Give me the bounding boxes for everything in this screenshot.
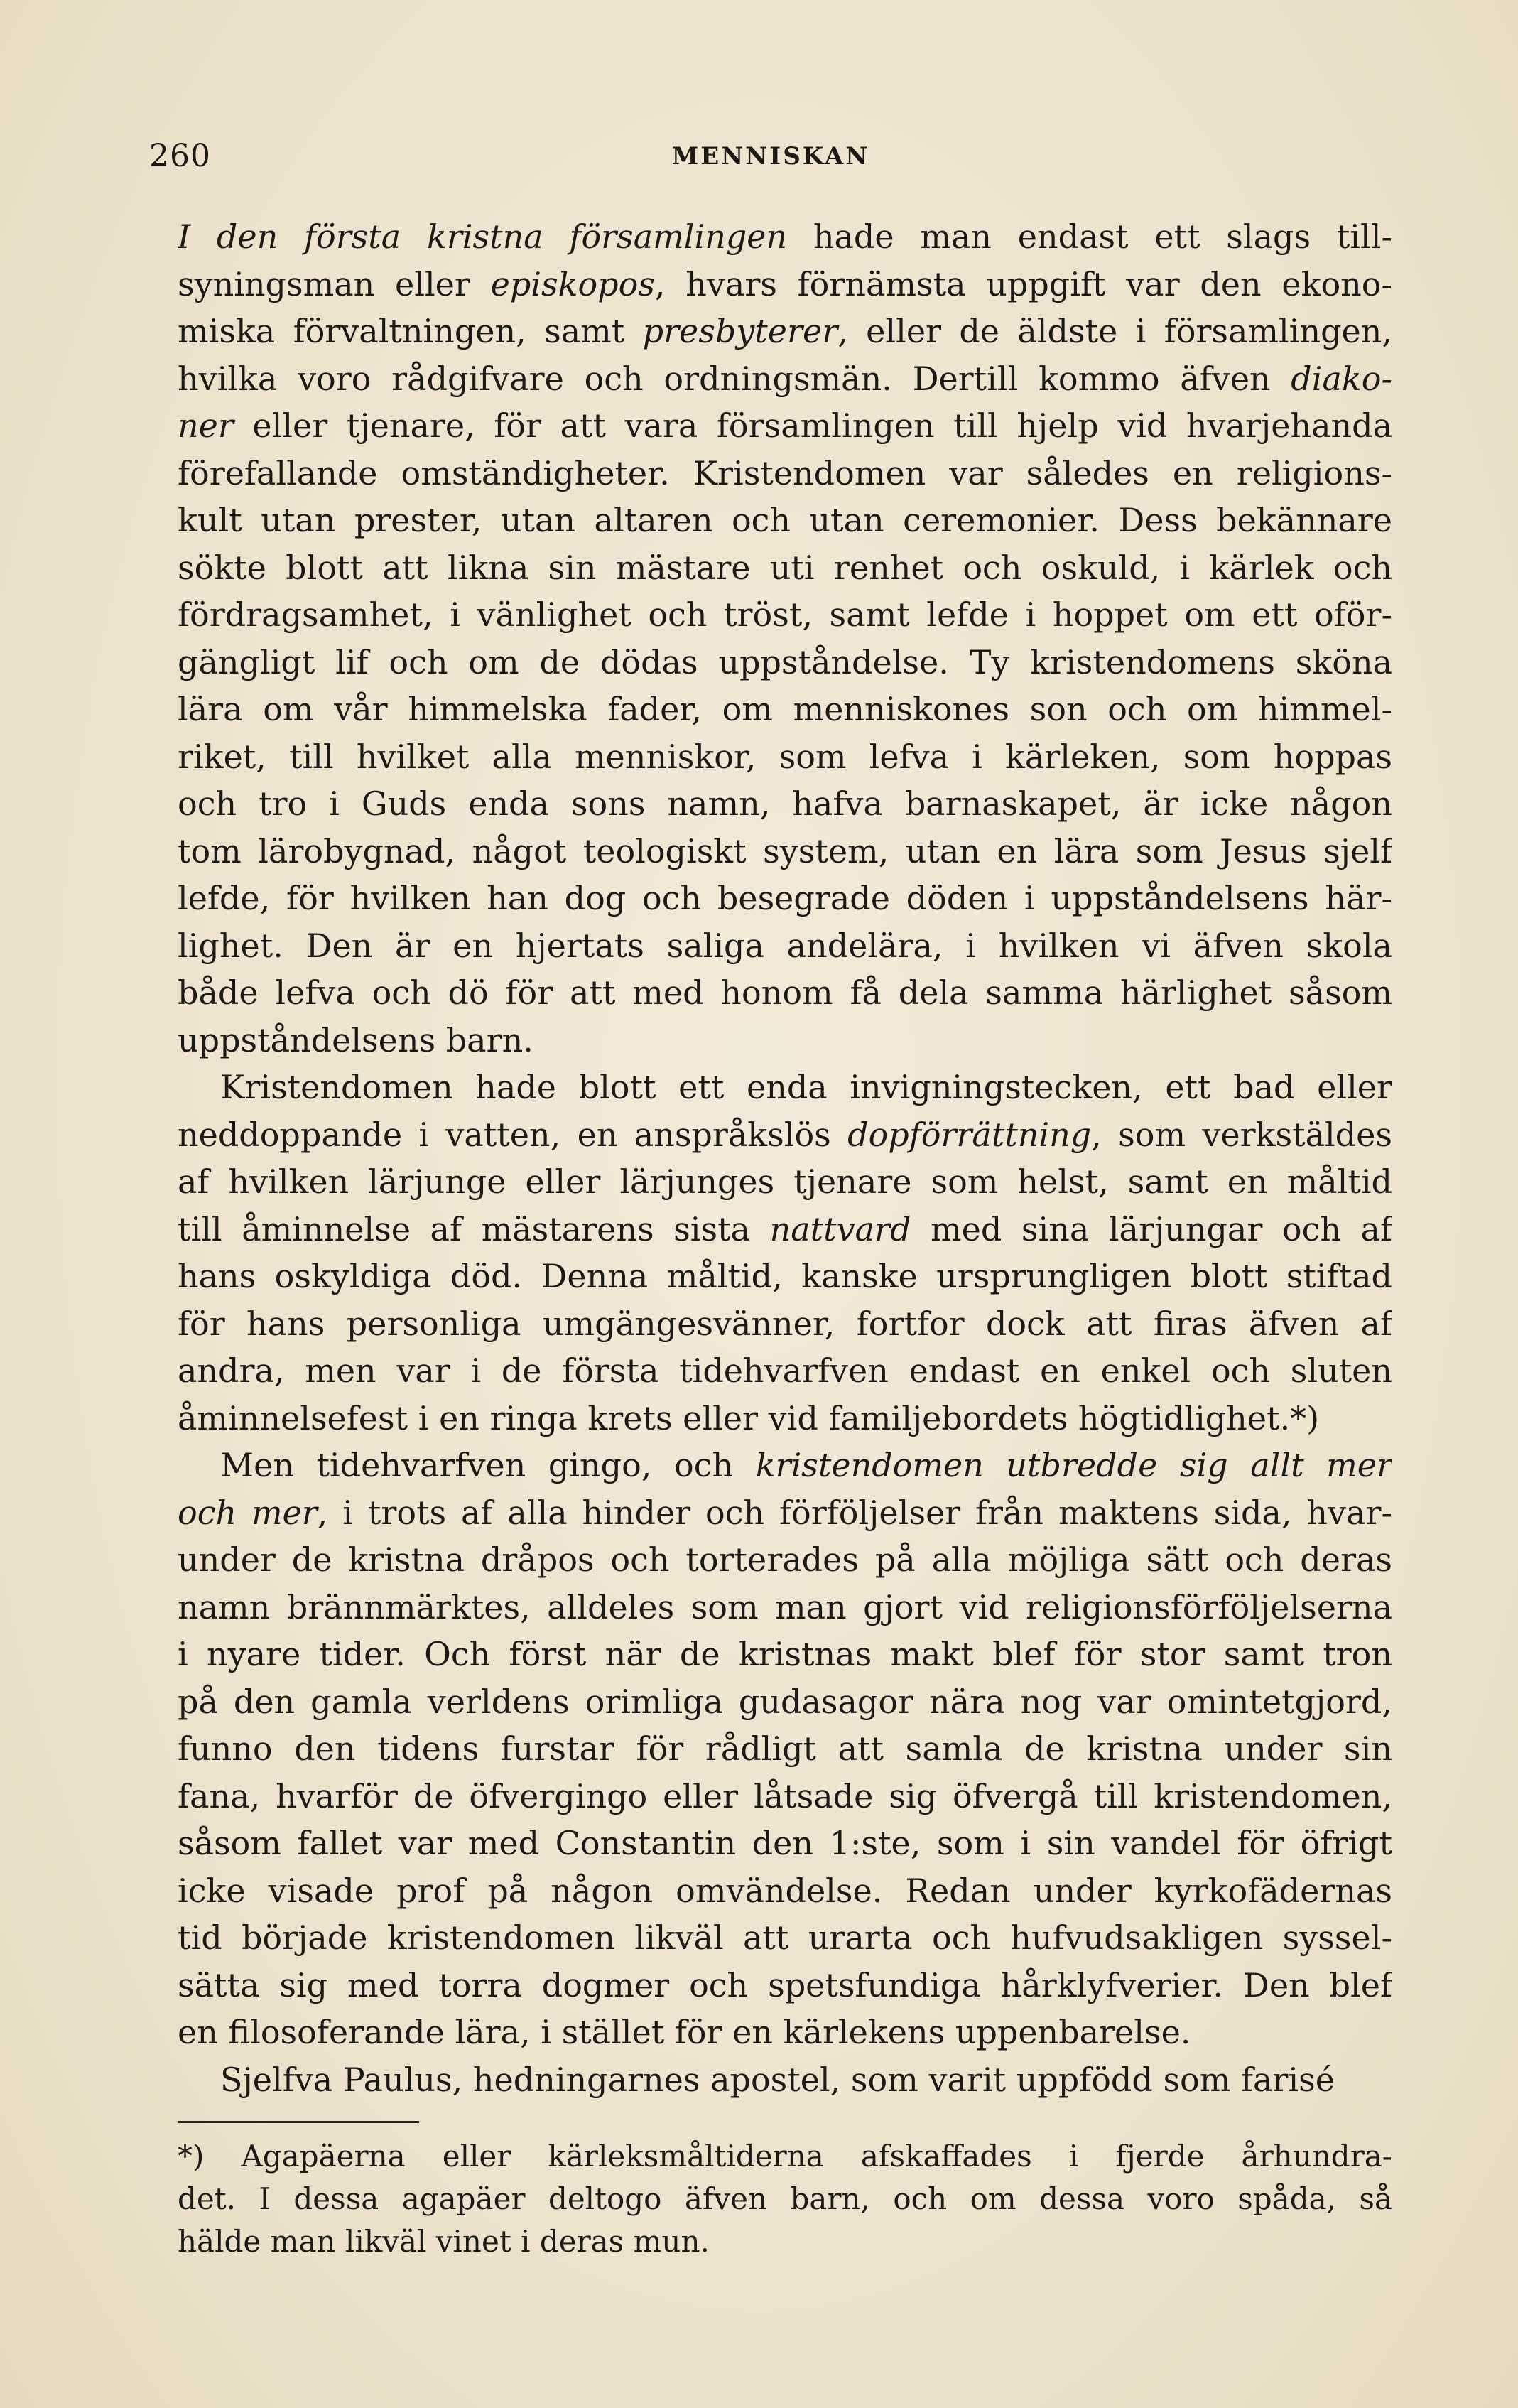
paragraph (178, 1442, 1392, 2056)
italic-text: nattvard (769, 1209, 911, 1248)
text-run: Men tidehvarfven gingo, och (220, 1446, 756, 1484)
text-run: , som verkstäldes (1091, 1115, 1392, 1154)
text-line (178, 355, 1392, 403)
text-run: med sina lärjungar och af (911, 1209, 1392, 1248)
footnote-rule (178, 2121, 419, 2123)
text-run: uppståndelsens barn. (178, 1020, 533, 1059)
text-run: fana, hvarför de öfvergingo eller låtsade sig öfvergå till kristendomen, (178, 1776, 1392, 1815)
text-line (178, 1867, 1392, 1915)
text-line (178, 1158, 1392, 1206)
text-line (178, 1820, 1392, 1867)
text-run: hälde man likväl vinet i deras mun. (178, 2224, 710, 2259)
text-line (178, 402, 1392, 450)
text-run: till åminnelse af mästarens sista (178, 1209, 770, 1248)
italic-text: och mer (178, 1493, 318, 1532)
text-run: och tro i Guds enda sons namn, hafva barnaskapet, är icke någon (178, 784, 1392, 823)
text-line (178, 1442, 1392, 1489)
text-line (178, 261, 1392, 308)
text-line (178, 1773, 1392, 1820)
text-run: för hans personliga umgängesvänner, fortfor dock att firas äfven af (178, 1304, 1392, 1343)
text-run: , eller de äldste i församlingen, (837, 312, 1392, 350)
body-text (178, 213, 1392, 2103)
italic-text: presbyterer (642, 312, 838, 350)
text-run: åminnelsefest i en ringa krets eller vid familjebordets högtidlighet.*) (178, 1398, 1320, 1437)
italic-text: I den första kristna församlingen (178, 217, 788, 256)
text-line (178, 1395, 1392, 1442)
text-line (178, 780, 1392, 828)
text-run: Kristendomen hade blott ett enda invigningstecken, ett bad eller (220, 1068, 1392, 1106)
text-run: fördragsamhet, i vänlighet och tröst, samt lefde i hoppet om ett oför- (178, 595, 1392, 634)
text-line (178, 591, 1392, 639)
text-line (178, 2056, 1392, 2104)
text-line (178, 544, 1392, 592)
text-line (178, 308, 1392, 355)
text-run: förefallande omständigheter. Kristendomen var således en religions- (178, 453, 1392, 492)
text-run: i nyare tider. Och först när de kristnas makt blef för stor samt tron (178, 1635, 1392, 1673)
text-line (178, 497, 1392, 544)
text-line (178, 2220, 1392, 2263)
paragraph (178, 2056, 1392, 2104)
text-run: riket, till hvilket alla menniskor, som lefva i kärleken, som hoppas (178, 737, 1392, 776)
text-line (178, 1347, 1392, 1395)
paragraph (178, 1064, 1392, 1442)
text-line (178, 450, 1392, 497)
text-line (178, 686, 1392, 733)
text-line (178, 1111, 1392, 1159)
text-line (178, 2009, 1392, 2056)
text-run: , hvars förnämsta uppgift var den ekono- (654, 264, 1392, 303)
text-run: andra, men var i de första tidehvarfven endast en enkel och sluten (178, 1351, 1392, 1390)
text-run: funno den tidens furstar för rådligt att samla de kristna under sin (178, 1729, 1392, 1768)
text-line (178, 875, 1392, 922)
running-head: MENNISKAN (671, 142, 870, 171)
text-line (178, 213, 1392, 261)
text-run: lefde, för hvilken han dog och besegrade döden i uppståndelsens här- (178, 879, 1392, 917)
text-run: på den gamla verldens orimliga gudasagor nära nog var omintetgjord, (178, 1682, 1392, 1721)
text-run: tid började kristendomen likväl att urarta och hufvudsakligen syssel- (178, 1918, 1392, 1957)
text-run: af hvilken lärjunge eller lärjunges tjenare som helst, samt en måltid (178, 1162, 1392, 1201)
text-line (178, 1064, 1392, 1111)
text-run: hans oskyldiga död. Denna måltid, kanske ursprungligen blott stiftad (178, 1257, 1392, 1295)
italic-text: kristendomen utbredde sig allt mer (755, 1446, 1392, 1484)
italic-text: ner (178, 406, 234, 445)
text-line (178, 1300, 1392, 1348)
text-run: en filosoferande lära, i stället för en kärlekens uppenbarelse. (178, 2013, 1191, 2051)
text-line (178, 733, 1392, 781)
text-run: syningsman eller (178, 264, 491, 303)
text-line (178, 1536, 1392, 1584)
text-line (178, 1725, 1392, 1773)
text-line (178, 969, 1392, 1017)
text-line (178, 2135, 1392, 2178)
italic-text: dopförrättning (847, 1115, 1092, 1154)
text-line (178, 1631, 1392, 1678)
text-run: hade man endast ett slags till- (787, 217, 1392, 256)
text-line (178, 1678, 1392, 1726)
text-line (178, 1489, 1392, 1537)
text-line (178, 639, 1392, 686)
text-line (178, 2178, 1392, 2220)
page-number: 260 (149, 138, 211, 174)
page-header (149, 135, 1392, 178)
text-run: Sjelfva Paulus, hedningarnes apostel, som varit uppfödd som farisé (220, 2060, 1335, 2099)
paragraph (178, 213, 1392, 1064)
text-line (178, 828, 1392, 875)
text-run: sätta sig med torra dogmer och spetsfundiga hårklyfverier. Den blef (178, 1965, 1392, 2004)
italic-text: episkopos (490, 264, 655, 303)
footnote (178, 2135, 1392, 2263)
text-run: *) Agapäerna eller kärleksmåltiderna afskaffades i fjerde århundra- (178, 2139, 1392, 2174)
text-run: tom lärobygnad, något teologiskt system, utan en lära som Jesus sjelf (178, 831, 1392, 870)
text-run: det. I dessa agapäer deltogo äfven barn, och om dessa voro spåda, så (178, 2181, 1392, 2216)
text-line (178, 1253, 1392, 1300)
text-line (178, 1206, 1392, 1253)
text-line (178, 1914, 1392, 1962)
text-run: gängligt lif och om de dödas uppståndelse. Ty kristendomens sköna (178, 642, 1392, 681)
text-run: hvilka voro rådgifvare och ordningsmän. Dertill kommo äfven (178, 359, 1291, 398)
text-run: sökte blott att likna sin mästare uti renhet och oskuld, i kärlek och (178, 548, 1392, 587)
text-run: under de kristna dråpos och torterades på alla möjliga sätt och deras (178, 1540, 1392, 1579)
text-run: kult utan prester, utan altaren och utan ceremonier. Dess bekännare (178, 501, 1392, 539)
text-run: namn brännmärktes, alldeles som man gjort vid religionsförföljelserna (178, 1587, 1392, 1626)
italic-text: diako- (1291, 359, 1392, 398)
text-line (178, 1962, 1392, 2009)
text-line (178, 1017, 1392, 1064)
text-run: , i trots af alla hinder och förföljelser från maktens sida, hvar- (317, 1493, 1392, 1532)
text-run: lighet. Den är en hjertats saliga andelära, i hvilken vi äfven skola (178, 926, 1392, 965)
text-run: såsom fallet var med Constantin den 1:ste, som i sin vandel för öfrigt (178, 1824, 1392, 1862)
text-line (178, 1584, 1392, 1631)
text-run: både lefva och dö för att med honom få dela samma härlighet såsom (178, 973, 1392, 1012)
text-line (178, 922, 1392, 970)
text-run: neddoppande i vatten, en anspråkslös (178, 1115, 848, 1154)
text-run: icke visade prof på någon omvändelse. Redan under kyrkofädernas (178, 1871, 1392, 1910)
text-run: miska förvaltningen, samt (178, 312, 643, 350)
text-run: eller tjenare, för att vara församlingen till hjelp vid hvarjehanda (233, 406, 1392, 445)
text-run: lära om vår himmelska fader, om menniskones son och om himmel- (178, 690, 1392, 728)
